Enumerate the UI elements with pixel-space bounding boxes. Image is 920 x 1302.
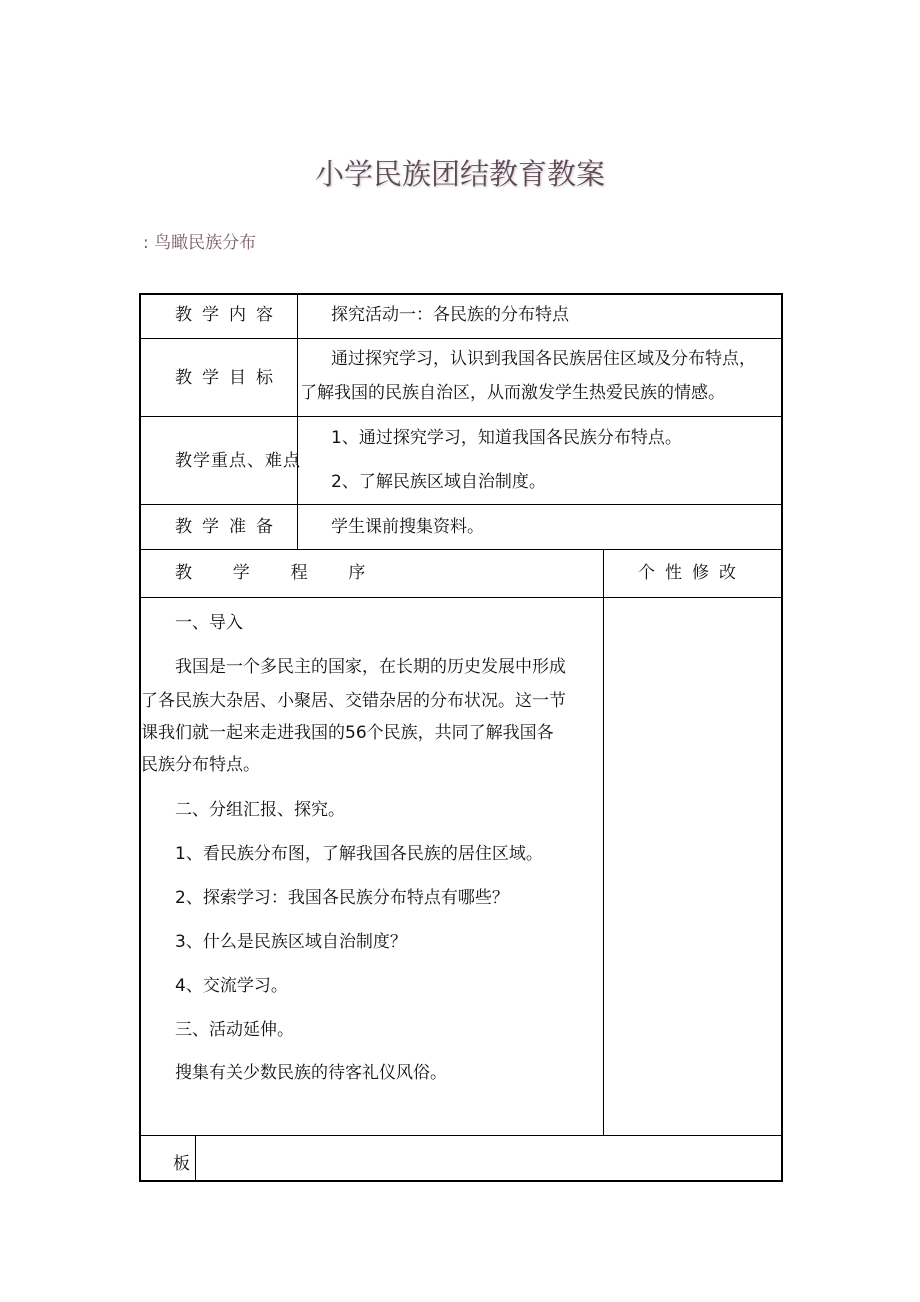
procedure-header: 教 学 程 序 [175, 563, 376, 583]
table-border-right [781, 293, 783, 1182]
row-divider [139, 1135, 783, 1136]
procedure-line: 我国是一个多民主的国家，在长期的历史发展中形成 [175, 657, 566, 677]
focus-item-2: 2、了解民族区域自治制度。 [331, 472, 546, 492]
procedure-line: 搜集有关少数民族的待客礼仪风俗。 [175, 1063, 447, 1083]
prep-label: 教学准备 [175, 517, 283, 537]
goal-text-line-2: 了解我国的民族自治区，从而激发学生热爱民族的情感。 [300, 383, 725, 403]
procedure-line: 三、活动延伸。 [175, 1020, 294, 1040]
document-subtitle: : 鸟瞰民族分布 [143, 233, 257, 253]
content-value: 探究活动一：各民族的分布特点 [331, 305, 569, 325]
row-divider [139, 597, 783, 598]
goal-text-line-1: 通过探究学习，认识到我国各民族居住区域及分布特点， [331, 349, 756, 369]
procedure-line: 3、什么是民族区域自治制度？ [175, 932, 407, 952]
board-label: 板 [173, 1154, 190, 1174]
column-divider [297, 293, 298, 550]
focus-label: 教学重点、难点 [175, 451, 301, 471]
edit-header: 个性修改 [638, 563, 746, 583]
content-label: 教学内容 [175, 305, 283, 325]
row-divider [139, 504, 783, 505]
row-divider [139, 338, 783, 339]
row-divider [139, 416, 783, 417]
column-divider [195, 1135, 196, 1181]
procedure-line: 课我们就一起来走进我国的56个民族，共同了解我国各 [141, 723, 554, 743]
table-border-top [139, 293, 783, 295]
procedure-line: 了各民族大杂居、小聚居、交错杂居的分布状况。这一节 [141, 691, 566, 711]
procedure-line: 二、分组汇报、探究。 [175, 800, 345, 820]
procedure-line: 一、导入 [175, 613, 243, 633]
focus-item-1: 1、通过探究学习，知道我国各民族分布特点。 [331, 428, 682, 448]
procedure-line: 民族分布特点。 [141, 755, 260, 775]
column-divider [603, 549, 604, 1136]
prep-value: 学生课前搜集资料。 [331, 517, 484, 537]
document-title: 小学民族团结教育教案 [314, 157, 605, 191]
procedure-line: 1、看民族分布图，了解我国各民族的居住区域。 [175, 844, 543, 864]
procedure-line: 4、交流学习。 [175, 976, 288, 996]
table-border-bottom [139, 1180, 783, 1182]
procedure-line: 2、探索学习：我国各民族分布特点有哪些？ [175, 888, 509, 908]
row-divider [139, 549, 783, 550]
goal-label: 教学目标 [175, 368, 283, 388]
